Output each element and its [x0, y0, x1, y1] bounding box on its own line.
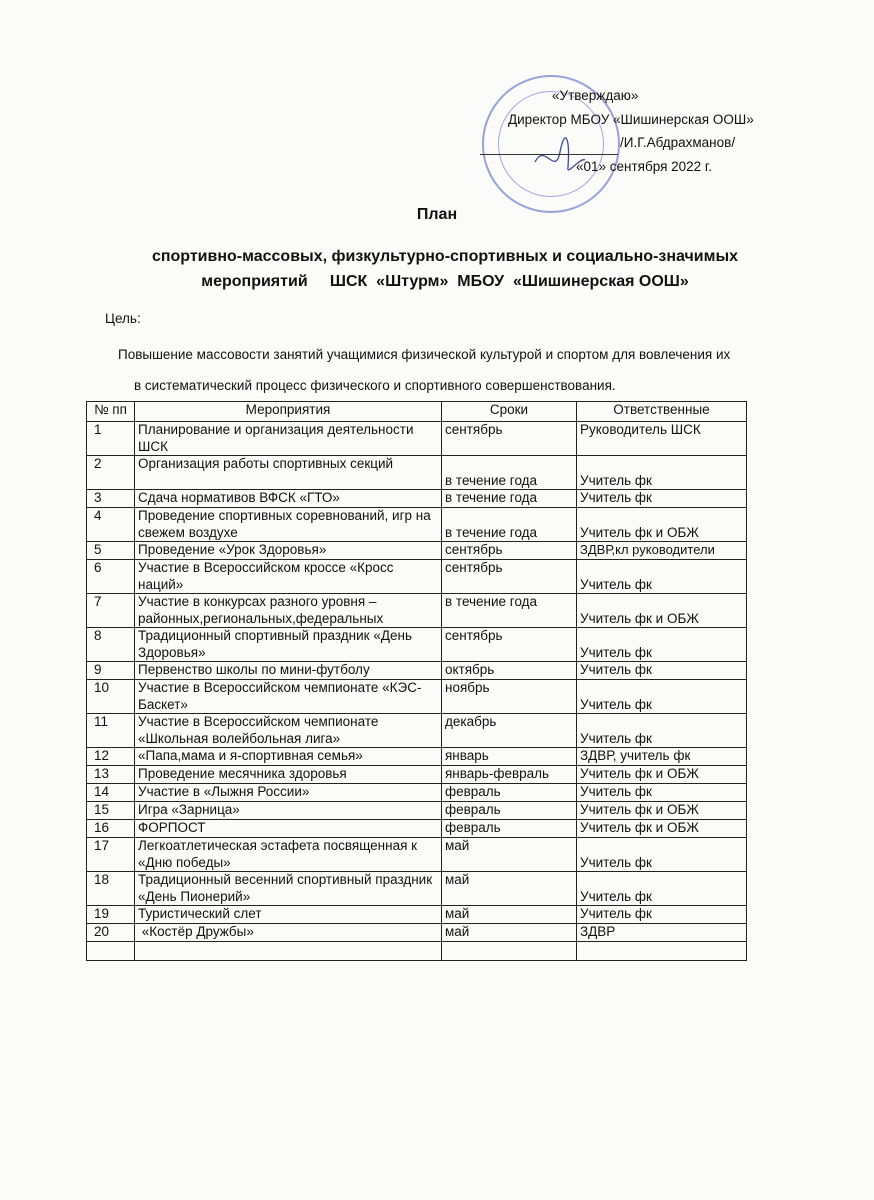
- row-num: 3: [87, 490, 135, 508]
- row-responsible: Учитель фк и ОБЖ: [577, 594, 747, 628]
- row-event: Планирование и организация деятельности ШСК: [135, 422, 442, 456]
- row-event: «Костёр Дружбы»: [135, 924, 442, 942]
- table-row: [87, 748, 747, 766]
- approval-line3: [470, 131, 760, 155]
- row-event: Организация работы спортивных секций: [135, 456, 442, 490]
- table-row: [87, 906, 747, 924]
- table-row-empty: [87, 942, 747, 961]
- row-responsible: Учитель фк: [577, 662, 747, 680]
- row-num: 10: [87, 680, 135, 714]
- row-num: 12: [87, 748, 135, 766]
- row-responsible: ЗДВР, учитель фк: [577, 748, 747, 766]
- row-term: сентябрь: [442, 628, 577, 662]
- table-row: [87, 838, 747, 872]
- row-term: сентябрь: [442, 560, 577, 594]
- header-responsible: Ответственные: [577, 402, 747, 422]
- table-row: [87, 662, 747, 680]
- header-num: № пп: [87, 402, 135, 422]
- row-responsible: Учитель фк: [577, 560, 747, 594]
- row-responsible: Учитель фк: [577, 838, 747, 872]
- row-num: 16: [87, 820, 135, 838]
- table-row: [87, 714, 747, 748]
- row-num: 17: [87, 838, 135, 872]
- row-event: «Папа,мама и я-спортивная семья»: [135, 748, 442, 766]
- row-responsible: Учитель фк: [577, 714, 747, 748]
- table-row: [87, 560, 747, 594]
- approval-block: [470, 84, 760, 178]
- table-row: [87, 628, 747, 662]
- table-row: [87, 924, 747, 942]
- goal-text: [118, 339, 778, 401]
- row-responsible: Учитель фк: [577, 628, 747, 662]
- row-num: 13: [87, 766, 135, 784]
- events-table: [86, 401, 747, 961]
- row-term: декабрь: [442, 714, 577, 748]
- row-term: в течение года: [442, 508, 577, 542]
- row-event: Проведение месячника здоровья: [135, 766, 442, 784]
- page-title: План: [416, 206, 458, 223]
- row-event: Первенство школы по мини-футболу: [135, 662, 442, 680]
- row-responsible: Учитель фк и ОБЖ: [577, 508, 747, 542]
- row-term: сентябрь: [442, 542, 577, 560]
- row-event: Участие в Всероссийском чемпионате «Школьная волейбольная лига»: [135, 714, 442, 748]
- row-term: в течение года: [442, 594, 577, 628]
- row-event: ФОРПОСТ: [135, 820, 442, 838]
- row-event: Сдача нормативов ВФСК «ГТО»: [135, 490, 442, 508]
- row-num: 9: [87, 662, 135, 680]
- row-num: 18: [87, 872, 135, 906]
- row-event: Игра «Зарница»: [135, 802, 442, 820]
- row-term: февраль: [442, 802, 577, 820]
- row-num: 11: [87, 714, 135, 748]
- row-term: январь: [442, 748, 577, 766]
- row-responsible: Учитель фк: [577, 456, 747, 490]
- row-term: май: [442, 924, 577, 942]
- row-term: февраль: [442, 784, 577, 802]
- goal-line1: Повышение массовости занятий учащимися физической культурой и спортом для вовлечения их: [118, 347, 731, 362]
- row-responsible: ЗДВР,кл руководители: [577, 542, 747, 560]
- approval-date: «01» сентября 2022 г.: [576, 158, 712, 174]
- row-term: октябрь: [442, 662, 577, 680]
- table-row: [87, 872, 747, 906]
- table-row: [87, 508, 747, 542]
- table-row: [87, 456, 747, 490]
- approval-line2: Директор МБОУ «Шишинерская ООШ»: [508, 111, 754, 127]
- row-responsible: Руководитель ШСК: [577, 422, 747, 456]
- row-num: 4: [87, 508, 135, 542]
- approval-line1: «Утверждаю»: [552, 88, 639, 103]
- row-responsible: Учитель фк: [577, 680, 747, 714]
- table-row: [87, 422, 747, 456]
- table-row: [87, 680, 747, 714]
- row-responsible: Учитель фк и ОБЖ: [577, 802, 747, 820]
- row-event: Туристический слет: [135, 906, 442, 924]
- row-term: май: [442, 838, 577, 872]
- row-num: 5: [87, 542, 135, 560]
- header-event: Мероприятия: [135, 402, 442, 422]
- row-event: Участие в «Лыжня России»: [135, 784, 442, 802]
- row-responsible: ЗДВР: [577, 924, 747, 942]
- table-row: [87, 542, 747, 560]
- table-row: [87, 490, 747, 508]
- row-responsible: Учитель фк: [577, 784, 747, 802]
- row-term: в течение года: [442, 490, 577, 508]
- row-term: ноябрь: [442, 680, 577, 714]
- row-num: 20: [87, 924, 135, 942]
- row-term: январь-февраль: [442, 766, 577, 784]
- row-num: 6: [87, 560, 135, 594]
- page-subtitle: [105, 244, 785, 294]
- row-term: февраль: [442, 820, 577, 838]
- row-term: сентябрь: [442, 422, 577, 456]
- table-row: [87, 784, 747, 802]
- row-event: Участие в Всероссийском кроссе «Кросс наций»: [135, 560, 442, 594]
- row-term: в течение года: [442, 456, 577, 490]
- row-event: Участие в конкурсах разного уровня – районных,региональных,федеральных: [135, 594, 442, 628]
- row-term: май: [442, 906, 577, 924]
- row-responsible: Учитель фк: [577, 906, 747, 924]
- table-row: [87, 766, 747, 784]
- row-term: май: [442, 872, 577, 906]
- row-responsible: Учитель фк и ОБЖ: [577, 766, 747, 784]
- table-row: [87, 594, 747, 628]
- table-row: [87, 820, 747, 838]
- row-num: 7: [87, 594, 135, 628]
- table-header-row: [87, 402, 747, 422]
- row-num: 1: [87, 422, 135, 456]
- subtitle-line2: мероприятий ШСК «Штурм» МБОУ «Шишинерская ООШ»: [201, 273, 689, 290]
- row-responsible: Учитель фк: [577, 872, 747, 906]
- goal-label: Цель:: [105, 311, 141, 326]
- header-term: Сроки: [442, 402, 577, 422]
- row-event: Проведение спортивных соревнований, игр на свежем воздухе: [135, 508, 442, 542]
- row-num: 14: [87, 784, 135, 802]
- subtitle-line1: спортивно-массовых, физкультурно-спортивных и социально-значимых: [151, 248, 739, 265]
- row-event: Участие в Всероссийском чемпионате «КЭС-Баскет»: [135, 680, 442, 714]
- goal-line2: в систематический процесс физического и спортивного совершенствования.: [134, 378, 616, 393]
- row-num: 8: [87, 628, 135, 662]
- row-event: Традиционный спортивный праздник «День Здоровья»: [135, 628, 442, 662]
- row-responsible: Учитель фк и ОБЖ: [577, 820, 747, 838]
- approval-signatory: /И.Г.Абдрахманов/: [620, 135, 736, 150]
- row-event: Проведение «Урок Здоровья»: [135, 542, 442, 560]
- row-num: 15: [87, 802, 135, 820]
- row-num: 2: [87, 456, 135, 490]
- row-num: 19: [87, 906, 135, 924]
- row-event: Легкоатлетическая эстафета посвященная к «Дню победы»: [135, 838, 442, 872]
- row-event: Традиционный весенний спортивный праздник «День Пионерий»: [135, 872, 442, 906]
- row-responsible: Учитель фк: [577, 490, 747, 508]
- table-row: [87, 802, 747, 820]
